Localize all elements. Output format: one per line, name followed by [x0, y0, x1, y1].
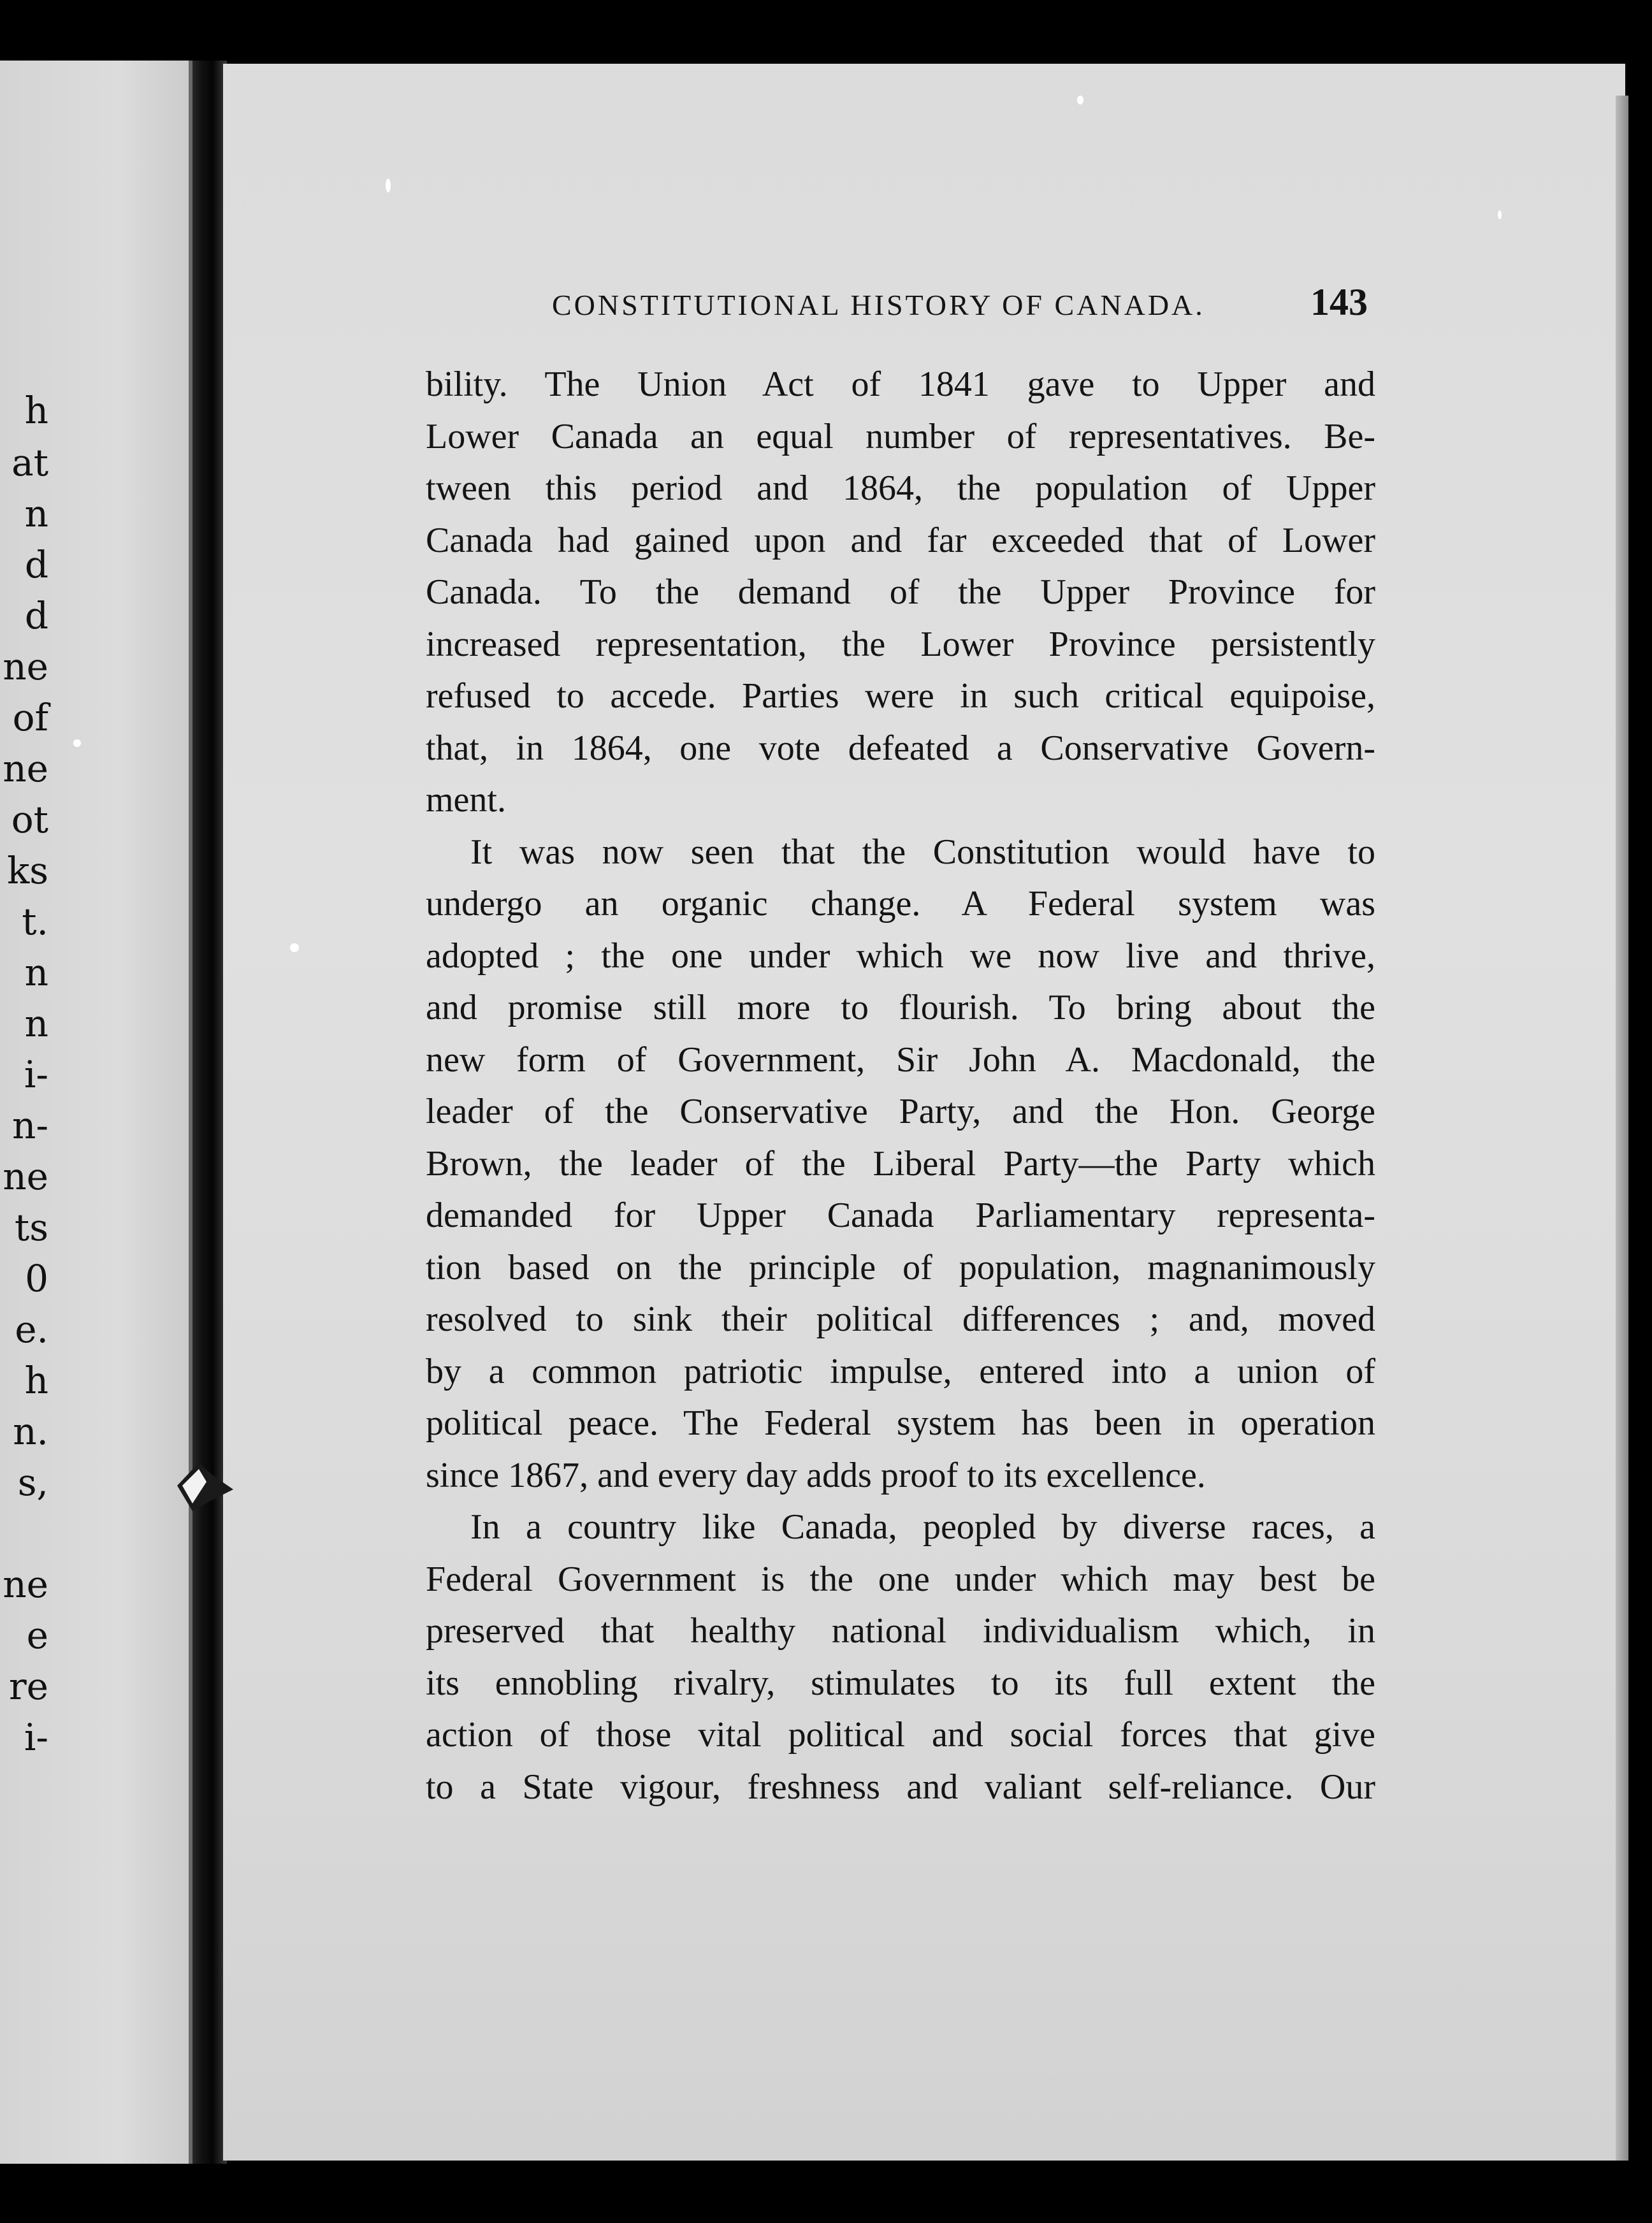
left-page-fragment: n-: [12, 1104, 48, 1147]
scan-speck: [1077, 96, 1083, 105]
left-page-fragment: d: [24, 594, 48, 637]
text-line: Canada had gained upon and far exceeded that of Lower: [426, 520, 1375, 560]
left-facing-page: [0, 61, 199, 2164]
left-page-fragment: ks: [7, 849, 48, 892]
text-line: and promise still more to flourish. To bring about the: [426, 988, 1375, 1027]
text-line: to a State vigour, freshness and valiant self-reliance. Our: [426, 1767, 1375, 1807]
text-line: tion based on the principle of population, magnanimously: [426, 1247, 1375, 1287]
text-line: new form of Government, Sir John A. Macdonald, the: [426, 1039, 1375, 1080]
gutter-highlight: [189, 61, 192, 2164]
text-line: its ennobling rivalry, stimulates to its full extent the: [426, 1663, 1375, 1703]
left-page-fragment: t.: [22, 900, 48, 943]
scan-speck: [290, 943, 299, 952]
left-page-fragment: at: [11, 441, 48, 484]
text-line: leader of the Conservative Party, and the Hon. George: [426, 1092, 1375, 1131]
left-page-fragment: ne: [3, 1155, 48, 1198]
text-line: increased representation, the Lower Province persistently: [426, 624, 1375, 664]
text-line: refused to accede. Parties were in such critical equipoise,: [426, 676, 1375, 716]
text-line: bility. The Union Act of 1841 gave to Upper and: [426, 365, 1375, 404]
text-line: adopted ; the one under which we now live and thrive,: [426, 936, 1375, 976]
book-gutter: [191, 61, 227, 2164]
page-edge-shadow: [1616, 96, 1628, 2161]
left-page-fragment: 0: [25, 1257, 48, 1300]
left-page-fragment: ts: [14, 1206, 48, 1249]
page-number: 143: [1310, 281, 1368, 323]
text-line: by a common patriotic impulse, entered into a union of: [426, 1351, 1375, 1391]
text-line: political peace. The Federal system has been in operation: [426, 1403, 1375, 1443]
binding-clip-icon: [173, 1456, 235, 1514]
scan-speck: [73, 739, 81, 747]
left-page-fragment: n.: [13, 1410, 48, 1453]
left-page-fragment: i-: [24, 1053, 48, 1096]
text-line: Federal Government is the one under which may best be: [426, 1559, 1375, 1599]
left-page-fragment: ne: [3, 1563, 48, 1606]
left-page-fragment: ne: [3, 645, 48, 688]
left-page-fragment: n: [24, 492, 48, 535]
left-page-fragment: n: [24, 1002, 48, 1045]
text-line: tween this period and 1864, the population of Upper: [426, 468, 1375, 508]
left-page-fragment: re: [8, 1665, 48, 1708]
scan-speck: [386, 178, 391, 192]
text-line: undergo an organic change. A Federal system was: [426, 884, 1375, 923]
text-line: preserved that healthy national individualism which, in: [426, 1611, 1375, 1651]
left-page-fragment: e.: [15, 1308, 48, 1351]
text-line: since 1867, and every day adds proof to its excellence.: [426, 1455, 1206, 1495]
left-page-fragment: of: [12, 696, 48, 739]
text-line: action of those vital political and social forces that give: [426, 1715, 1375, 1755]
scan-speck: [1498, 210, 1502, 219]
body-text: [426, 359, 1375, 1813]
left-page-fragment: i-: [24, 1716, 48, 1759]
text-line: resolved to sink their political differences ; and, moved: [426, 1300, 1375, 1339]
text-line: Brown, the leader of the Liberal Party—the Party which: [426, 1143, 1375, 1184]
left-page-fragment: h: [24, 389, 48, 432]
text-line: Lower Canada an equal number of representatives. Be-: [426, 416, 1375, 456]
left-page-fragment: d: [24, 543, 48, 586]
running-header: [552, 281, 1368, 329]
text-line: demanded for Upper Canada Parliamentary representa-: [426, 1196, 1375, 1235]
text-line: that, in 1864, one vote defeated a Conservative Govern-: [426, 728, 1375, 768]
left-page-fragment: s,: [17, 1461, 48, 1504]
text-line: ment.: [426, 780, 506, 820]
left-page-fragment: n: [24, 951, 48, 994]
left-page-fragment: ot: [11, 798, 48, 841]
text-line: In a country like Canada, peopled by diverse races, a: [470, 1507, 1375, 1547]
text-line: Canada. To the demand of the Upper Province for: [426, 572, 1375, 612]
text-line: It was now seen that the Constitution would have to: [470, 832, 1375, 872]
left-page-fragment: e: [26, 1614, 48, 1657]
running-title: CONSTITUTIONAL HISTORY OF CANADA.: [552, 289, 1205, 321]
left-page-fragment: ne: [3, 747, 48, 790]
left-page-fragment: h: [24, 1359, 48, 1402]
